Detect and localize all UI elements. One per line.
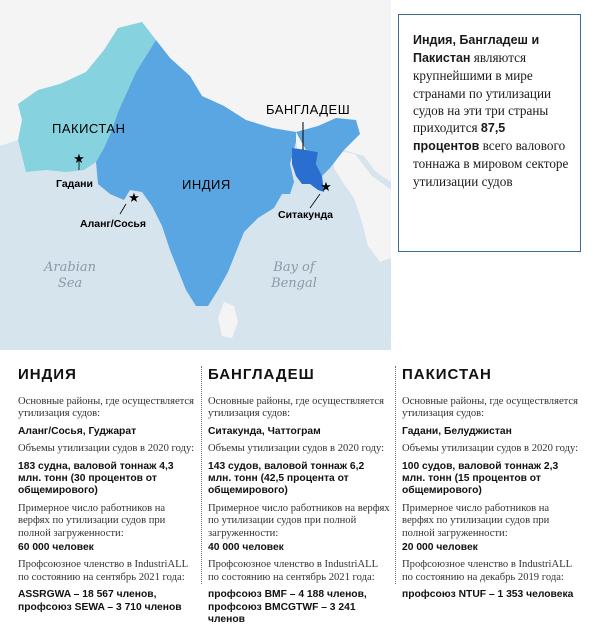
regions-label: Основные районы, где осуществляется утилизация судов: — [18, 396, 194, 420]
volume-value: 183 судна, валовой тоннаж 4,3 млн. тонн (30 процентов от общемирового) — [18, 460, 174, 497]
volume-label: Объемы утилизации судов в 2020 году: — [18, 443, 195, 455]
volume-value: 100 судов, валовой тоннаж 2,3 млн. тонн (15 процентов от общемирового) — [402, 460, 559, 497]
union-label: Профсоюзное членство в IndustriALL по состоянию на сентябрь 2021 года: — [18, 559, 188, 583]
summary-callout — [398, 14, 581, 252]
volume-label: Объемы утилизации судов в 2020 году: — [208, 443, 385, 455]
south-asia-map — [0, 0, 391, 350]
arabian-sea-line-2: Sea — [57, 276, 83, 291]
star-icon: ★ — [73, 152, 85, 167]
callout-text-2: всего валового тоннажа в мировом секторе утилизации судов — [413, 138, 569, 189]
regions-label: Основные районы, где осуществляется утилизация судов: — [208, 396, 384, 420]
workers-label: Примерное число работников на верфях по утилизации судов при полной загруженности: — [18, 502, 166, 539]
star-icon: ★ — [128, 191, 140, 206]
union-value-1: профсоюз BMF – 4 188 членов, — [208, 589, 367, 601]
bangladesh-label: БАНГЛАДЕШ — [266, 102, 351, 117]
country-column-india — [18, 366, 196, 614]
bay-of-bengal-label — [264, 260, 324, 292]
column-title: БАНГЛАДЕШ — [208, 366, 315, 383]
arabian-sea-label — [40, 260, 100, 292]
workers-label: Примерное число работников на верфях по утилизации судов при полной загруженности: — [402, 502, 550, 539]
regions-value: Аланг/Сосья, Гуджарат — [18, 425, 137, 437]
alang-label: Аланг/Сосья — [80, 218, 147, 230]
callout-text-1: являются крупнейшими в мире странами по утилизации судов на эти три страны приходится — [413, 50, 552, 136]
union-label: Профсоюзное членство в IndustriALL по состоянию на сентябрь 2021 года: — [208, 559, 378, 583]
union-value-1: профсоюз NTUF – 1 353 человека — [402, 589, 574, 601]
callout-lead: Индия, Бангладеш и Пакистан — [413, 33, 540, 66]
callout-figure: 87,5 процентов — [413, 121, 506, 154]
regions-label: Основные районы, где осуществляется утилизация судов: — [402, 396, 578, 420]
map-svg — [0, 0, 391, 350]
bay-of-bengal-line-2: Bengal — [271, 276, 317, 291]
column-title: ПАКИСТАН — [402, 366, 492, 383]
union-value-2: профсоюз SEWA – 3 710 членов — [18, 601, 182, 613]
regions-value: Ситакунда, Чаттограм — [208, 425, 321, 437]
workers-label: Примерное число работников на верфях по утилизации судов при полной загруженности: — [208, 502, 390, 539]
star-icon: ★ — [320, 180, 332, 195]
union-value-2: профсоюз BMCGTWF – 3 241 членов — [208, 601, 356, 626]
pakistan-label: ПАКИСТАН — [52, 121, 126, 136]
workers-value: 60 000 человек — [18, 542, 94, 554]
arabian-sea-line-1: Arabian — [44, 260, 96, 275]
regions-value: Гадани, Белуджистан — [402, 425, 512, 437]
volume-value: 143 судов, валовой тоннаж 6,2 млн. тонн (42,5 процента от общемирового) — [208, 460, 365, 497]
union-label: Профсоюзное членство в IndustriALL по состоянию на декабрь 2019 года: — [402, 559, 572, 583]
volume-label: Объемы утилизации судов в 2020 году: — [402, 443, 579, 455]
gadani-label: Гадани — [56, 178, 93, 190]
workers-value: 40 000 человек — [208, 542, 284, 554]
bay-of-bengal-line-1: Bay of — [273, 260, 315, 275]
country-column-pakistan — [402, 366, 582, 602]
country-column-bangladesh — [208, 366, 390, 627]
union-value-1: ASSRGWA – 18 567 членов, — [18, 589, 157, 601]
sitakunda-label: Ситакунда — [278, 209, 333, 221]
column-title: ИНДИЯ — [18, 366, 77, 383]
column-divider — [201, 366, 202, 584]
india-label: ИНДИЯ — [182, 177, 231, 192]
workers-value: 20 000 человек — [402, 542, 478, 554]
column-divider — [395, 366, 396, 584]
